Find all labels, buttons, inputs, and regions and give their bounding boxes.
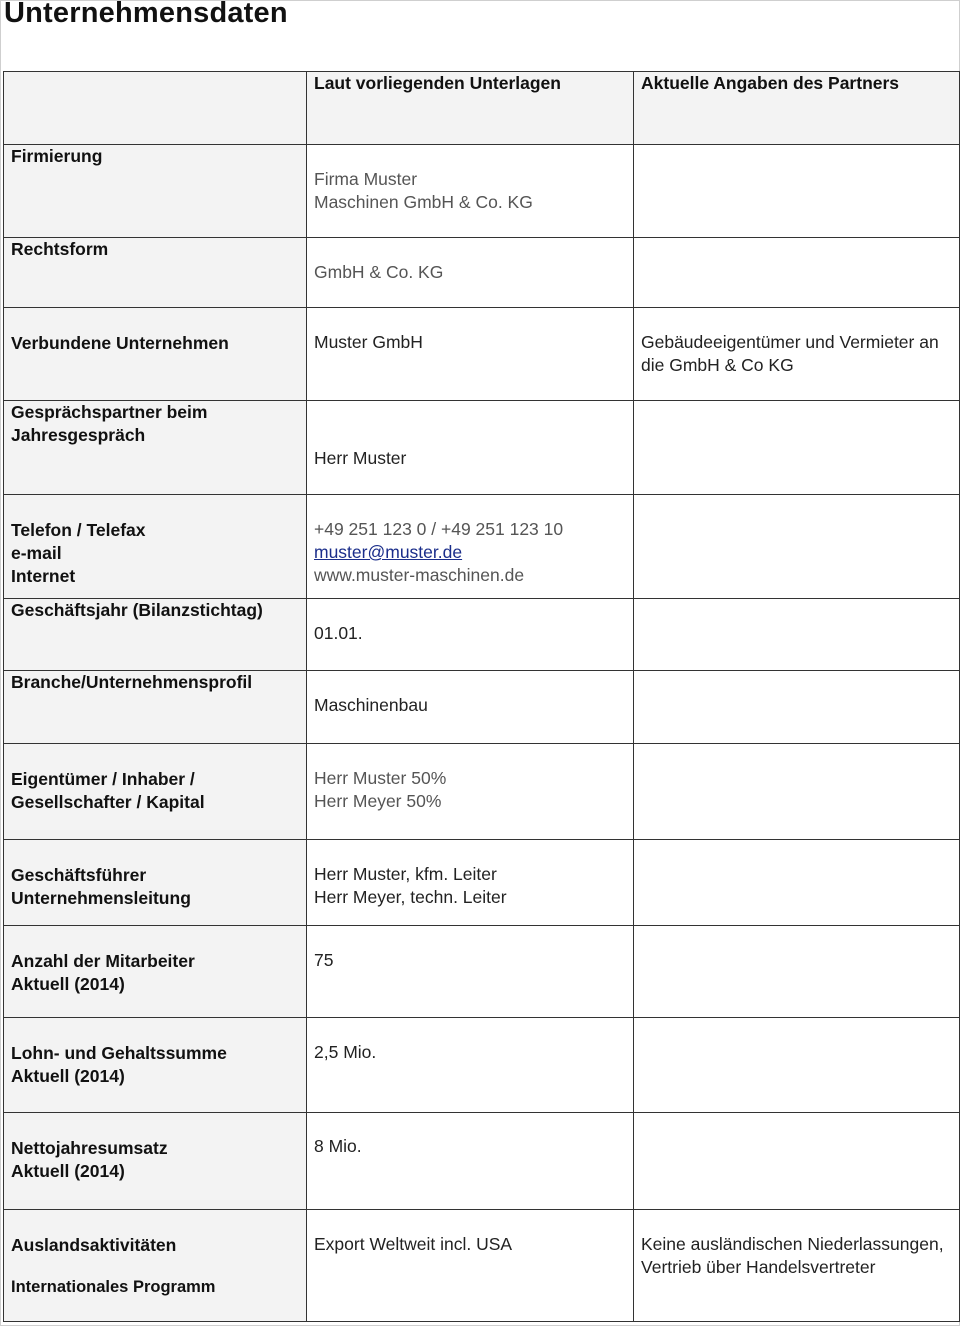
row-label-geschaeftsjahr xyxy=(4,599,307,671)
value-line: Herr Muster, kfm. Leiter xyxy=(314,864,497,884)
row-partner-geschaeftsfuehrer xyxy=(634,840,960,926)
row-value-lohnsumme xyxy=(307,1018,634,1113)
row-label-gespraechspartner xyxy=(4,401,307,495)
row-value-umsatz xyxy=(307,1113,634,1210)
label-line: Anzahl der Mitarbeiter xyxy=(11,951,195,971)
row-partner-verbundene-unternehmen xyxy=(634,308,960,401)
label-line: Rechtsform xyxy=(11,239,109,259)
row-value-kontakt xyxy=(307,495,634,599)
row-partner-lohnsumme xyxy=(634,1018,960,1113)
label-line: Aktuell (2014) xyxy=(11,974,125,994)
value-line: 01.01. xyxy=(314,623,363,643)
label-line: Telefon / Telefax xyxy=(11,520,146,540)
label-line: Gesprächspartner beim xyxy=(11,402,208,422)
label-line: Jahresgespräch xyxy=(11,425,146,445)
value-line: Export Weltweit incl. USA xyxy=(314,1234,513,1254)
row-label-lohnsumme xyxy=(4,1018,307,1113)
label-line: Geschäftsführer xyxy=(11,865,147,885)
row-value-firmierung xyxy=(307,145,634,238)
label-line: Internet xyxy=(11,566,76,586)
label-line: Verbundene Unternehmen xyxy=(11,333,229,353)
row-partner-auslandsaktivitaeten xyxy=(634,1210,960,1322)
label-line: Firmierung xyxy=(11,146,103,166)
value-line: Herr Muster xyxy=(314,448,407,468)
row-partner-gespraechspartner xyxy=(634,401,960,495)
label-line: Nettojahresumsatz xyxy=(11,1138,168,1158)
value-line: 8 Mio. xyxy=(314,1136,362,1156)
value-line: Herr Muster 50% xyxy=(314,768,447,788)
row-partner-rechtsform xyxy=(634,238,960,308)
table-row xyxy=(4,145,960,238)
row-value-gespraechspartner xyxy=(307,401,634,495)
row-label-geschaeftsfuehrer xyxy=(4,840,307,926)
phone-fax-text: +49 251 123 0 / +49 251 123 10 xyxy=(314,519,564,539)
label-line: Geschäftsjahr (Bilanzstichtag) xyxy=(11,600,263,620)
email-link[interactable]: muster@muster.de xyxy=(314,542,463,562)
website-text: www.muster-maschinen.de xyxy=(314,565,525,585)
header-cell-empty xyxy=(4,72,307,145)
row-partner-mitarbeiter xyxy=(634,926,960,1018)
row-partner-geschaeftsjahr xyxy=(634,599,960,671)
row-label-branche xyxy=(4,671,307,744)
table-row xyxy=(4,840,960,926)
label-line: Branche/Unternehmensprofil xyxy=(11,672,253,692)
label-line: Aktuell (2014) xyxy=(11,1161,125,1181)
row-value-auslandsaktivitaeten xyxy=(307,1210,634,1322)
header-cell-documents: Laut vorliegenden Unterlagen xyxy=(307,72,634,145)
row-label-umsatz xyxy=(4,1113,307,1210)
row-value-verbundene-unternehmen xyxy=(307,308,634,401)
partner-line: die GmbH & Co KG xyxy=(641,355,794,375)
row-value-mitarbeiter xyxy=(307,926,634,1018)
row-partner-branche xyxy=(634,671,960,744)
label-line: Lohn- und Gehaltssumme xyxy=(11,1043,227,1063)
row-label-eigentuemer xyxy=(4,744,307,840)
value-line: 2,5 Mio. xyxy=(314,1042,377,1062)
value-line: 75 xyxy=(314,950,334,970)
partner-line: Keine ausländischen Niederlassungen, xyxy=(641,1234,944,1254)
value-line: Herr Meyer 50% xyxy=(314,791,442,811)
row-label-auslandsaktivitaeten xyxy=(4,1210,307,1322)
partner-line: Vertrieb über Handelsvertreter xyxy=(641,1257,876,1277)
value-line: Herr Meyer, techn. Leiter xyxy=(314,887,507,907)
value-line: Maschinen GmbH & Co. KG xyxy=(314,192,533,212)
label-line: Auslandsaktivitäten xyxy=(11,1235,177,1255)
row-label-kontakt xyxy=(4,495,307,599)
label-line: Internationales Programm xyxy=(11,1278,216,1296)
row-partner-eigentuemer xyxy=(634,744,960,840)
row-value-geschaeftsjahr xyxy=(307,599,634,671)
row-partner-firmierung xyxy=(634,145,960,238)
table-row xyxy=(4,238,960,308)
label-line: Eigentümer / Inhaber / xyxy=(11,769,195,789)
label-line: e-mail xyxy=(11,543,62,563)
table-row xyxy=(4,495,960,599)
table-row xyxy=(4,926,960,1018)
company-data-table xyxy=(3,71,960,1322)
row-label-firmierung xyxy=(4,145,307,238)
value-line: Maschinenbau xyxy=(314,695,428,715)
row-label-verbundene-unternehmen xyxy=(4,308,307,401)
value-line: GmbH & Co. KG xyxy=(314,262,444,282)
table-row xyxy=(4,401,960,495)
row-partner-umsatz xyxy=(634,1113,960,1210)
label-line: Unternehmensleitung xyxy=(11,888,191,908)
header-cell-partner: Aktuelle Angaben des Partners xyxy=(634,72,960,145)
row-label-rechtsform xyxy=(4,238,307,308)
table-row xyxy=(4,1018,960,1113)
table-row xyxy=(4,671,960,744)
label-line: Aktuell (2014) xyxy=(11,1066,125,1086)
value-line: Firma Muster xyxy=(314,169,418,189)
partner-line: Gebäudeeigentümer und Vermieter an xyxy=(641,332,939,352)
value-line: Muster GmbH xyxy=(314,332,423,352)
table-row xyxy=(4,308,960,401)
table-row xyxy=(4,599,960,671)
table-row xyxy=(4,744,960,840)
row-partner-kontakt xyxy=(634,495,960,599)
table-header-row xyxy=(4,72,960,145)
row-value-branche xyxy=(307,671,634,744)
table-row xyxy=(4,1113,960,1210)
label-line: Gesellschafter / Kapital xyxy=(11,792,205,812)
row-value-eigentuemer xyxy=(307,744,634,840)
row-label-mitarbeiter xyxy=(4,926,307,1018)
table-row xyxy=(4,1210,960,1322)
page-title: Unternehmensdaten xyxy=(4,0,288,29)
row-value-rechtsform xyxy=(307,238,634,308)
row-value-geschaeftsfuehrer xyxy=(307,840,634,926)
